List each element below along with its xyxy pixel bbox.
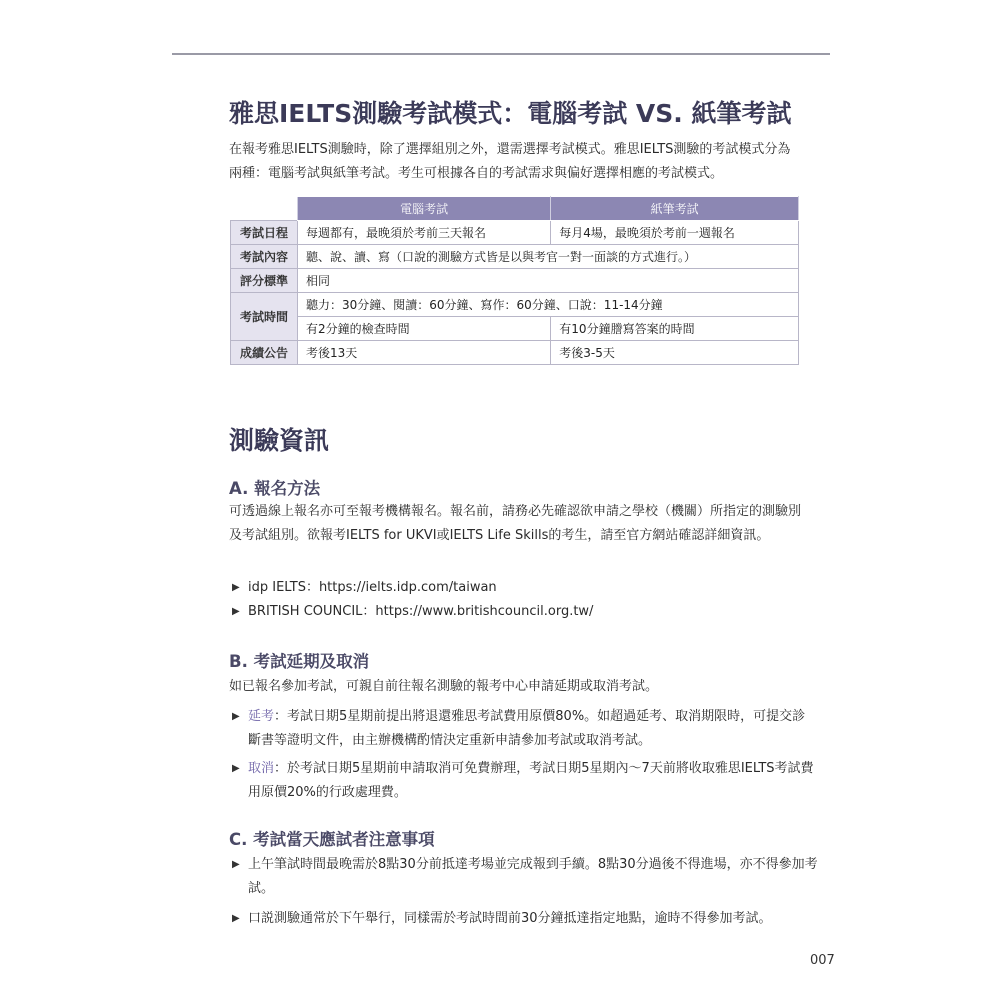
table-row: 考試日程 每週都有，最晚須於考前三天報名 每月4場，最晚須於考前一週報名: [231, 221, 799, 245]
link-item: [232, 576, 818, 600]
bullet-triangle-icon: ▶: [232, 859, 240, 870]
table-row: 考試時間 聽力：30分鐘、閱讀：60分鐘、寫作：60分鐘、口說：11-14分鐘: [231, 293, 799, 317]
table-row: 考試內容 聽、說、讀、寫（口說的測驗方式皆是以與考官一對一面談的方式進行。）: [231, 245, 799, 269]
intro-paragraph: 在報考雅思IELTS測驗時，除了選擇組別之外，還需選擇考試模式。雅思IELTS測驗的考試模式分為兩種：電腦考試與紙筆考試。考生可根據各自的考試需求與偏好選擇相應的考試模式。: [229, 142, 791, 181]
page-number: 007: [810, 953, 835, 968]
header-computer: 電腦考試: [298, 197, 551, 221]
link-british-council[interactable]: BRITISH COUNCIL：https://www.britishcouncil.org.tw/: [248, 604, 594, 619]
list-item: ▶ 取消：於考試日期5星期前申請取消可免費辦理，考試日期5星期內～7天前將收取雅思IELTS考試費用原價20%的行政處理費。: [232, 757, 818, 805]
heading-b: B. 考試延期及取消: [229, 652, 370, 671]
header-paper: 紙筆考試: [551, 197, 799, 221]
list-item: ▶ 延考：考試日期5星期前提出將退還雅思考試費用原價80%。如超過延考、取消期限時，可提交診斷書等證明文件，由主辦機構酌情決定重新申請參加考試或取消考試。: [232, 705, 818, 753]
heading-a: A. 報名方法: [229, 479, 321, 498]
heading-c: C. 考試當天應試者注意事項: [229, 830, 435, 849]
table-row: 有2分鐘的檢查時間 有10分鐘謄寫答案的時間: [231, 317, 799, 341]
bullet-triangle-icon: ▶: [232, 606, 240, 617]
bullet-triangle-icon: ▶: [232, 711, 240, 722]
page-title: 雅思IELTS測驗考試模式：電腦考試 VS. 紙筆考試: [229, 99, 792, 128]
link-item: [232, 600, 818, 624]
table-row: 評分標準 相同: [231, 269, 799, 293]
bullet-triangle-icon: ▶: [232, 763, 240, 774]
list-item: ▶ 上午筆試時間最晚需於8點30分前抵達考場並完成報到手續。8點30分過後不得進場，亦不得參加考試。: [232, 853, 818, 901]
section-title: 測驗資訊: [229, 426, 330, 455]
link-idp[interactable]: idp IELTS：https://ielts.idp.com/taiwan: [248, 580, 497, 595]
paragraph-b: 如已報名參加考試，可親自前往報名測驗的報考中心申請延期或取消考試。: [229, 679, 659, 694]
header-rule: [172, 53, 830, 55]
comparison-table: [230, 196, 799, 365]
bullet-triangle-icon: ▶: [232, 582, 240, 593]
paragraph-a: 可透過線上報名亦可至報考機構報名。報名前，請務必先確認欲申請之學校（機關）所指定的測驗別及考試組別。欲報考IELTS for UKVI或IELTS Life Skills的考生，請至官方網站確認詳細資訊。: [229, 504, 802, 543]
table-row: 成績公告 考後13天 考後3-5天: [231, 341, 799, 365]
bullet-triangle-icon: ▶: [232, 913, 240, 924]
list-item: ▶ 口説測驗通常於下午舉行，同樣需於考試時間前30分鐘抵達指定地點，逾時不得參加考試。: [232, 907, 818, 931]
